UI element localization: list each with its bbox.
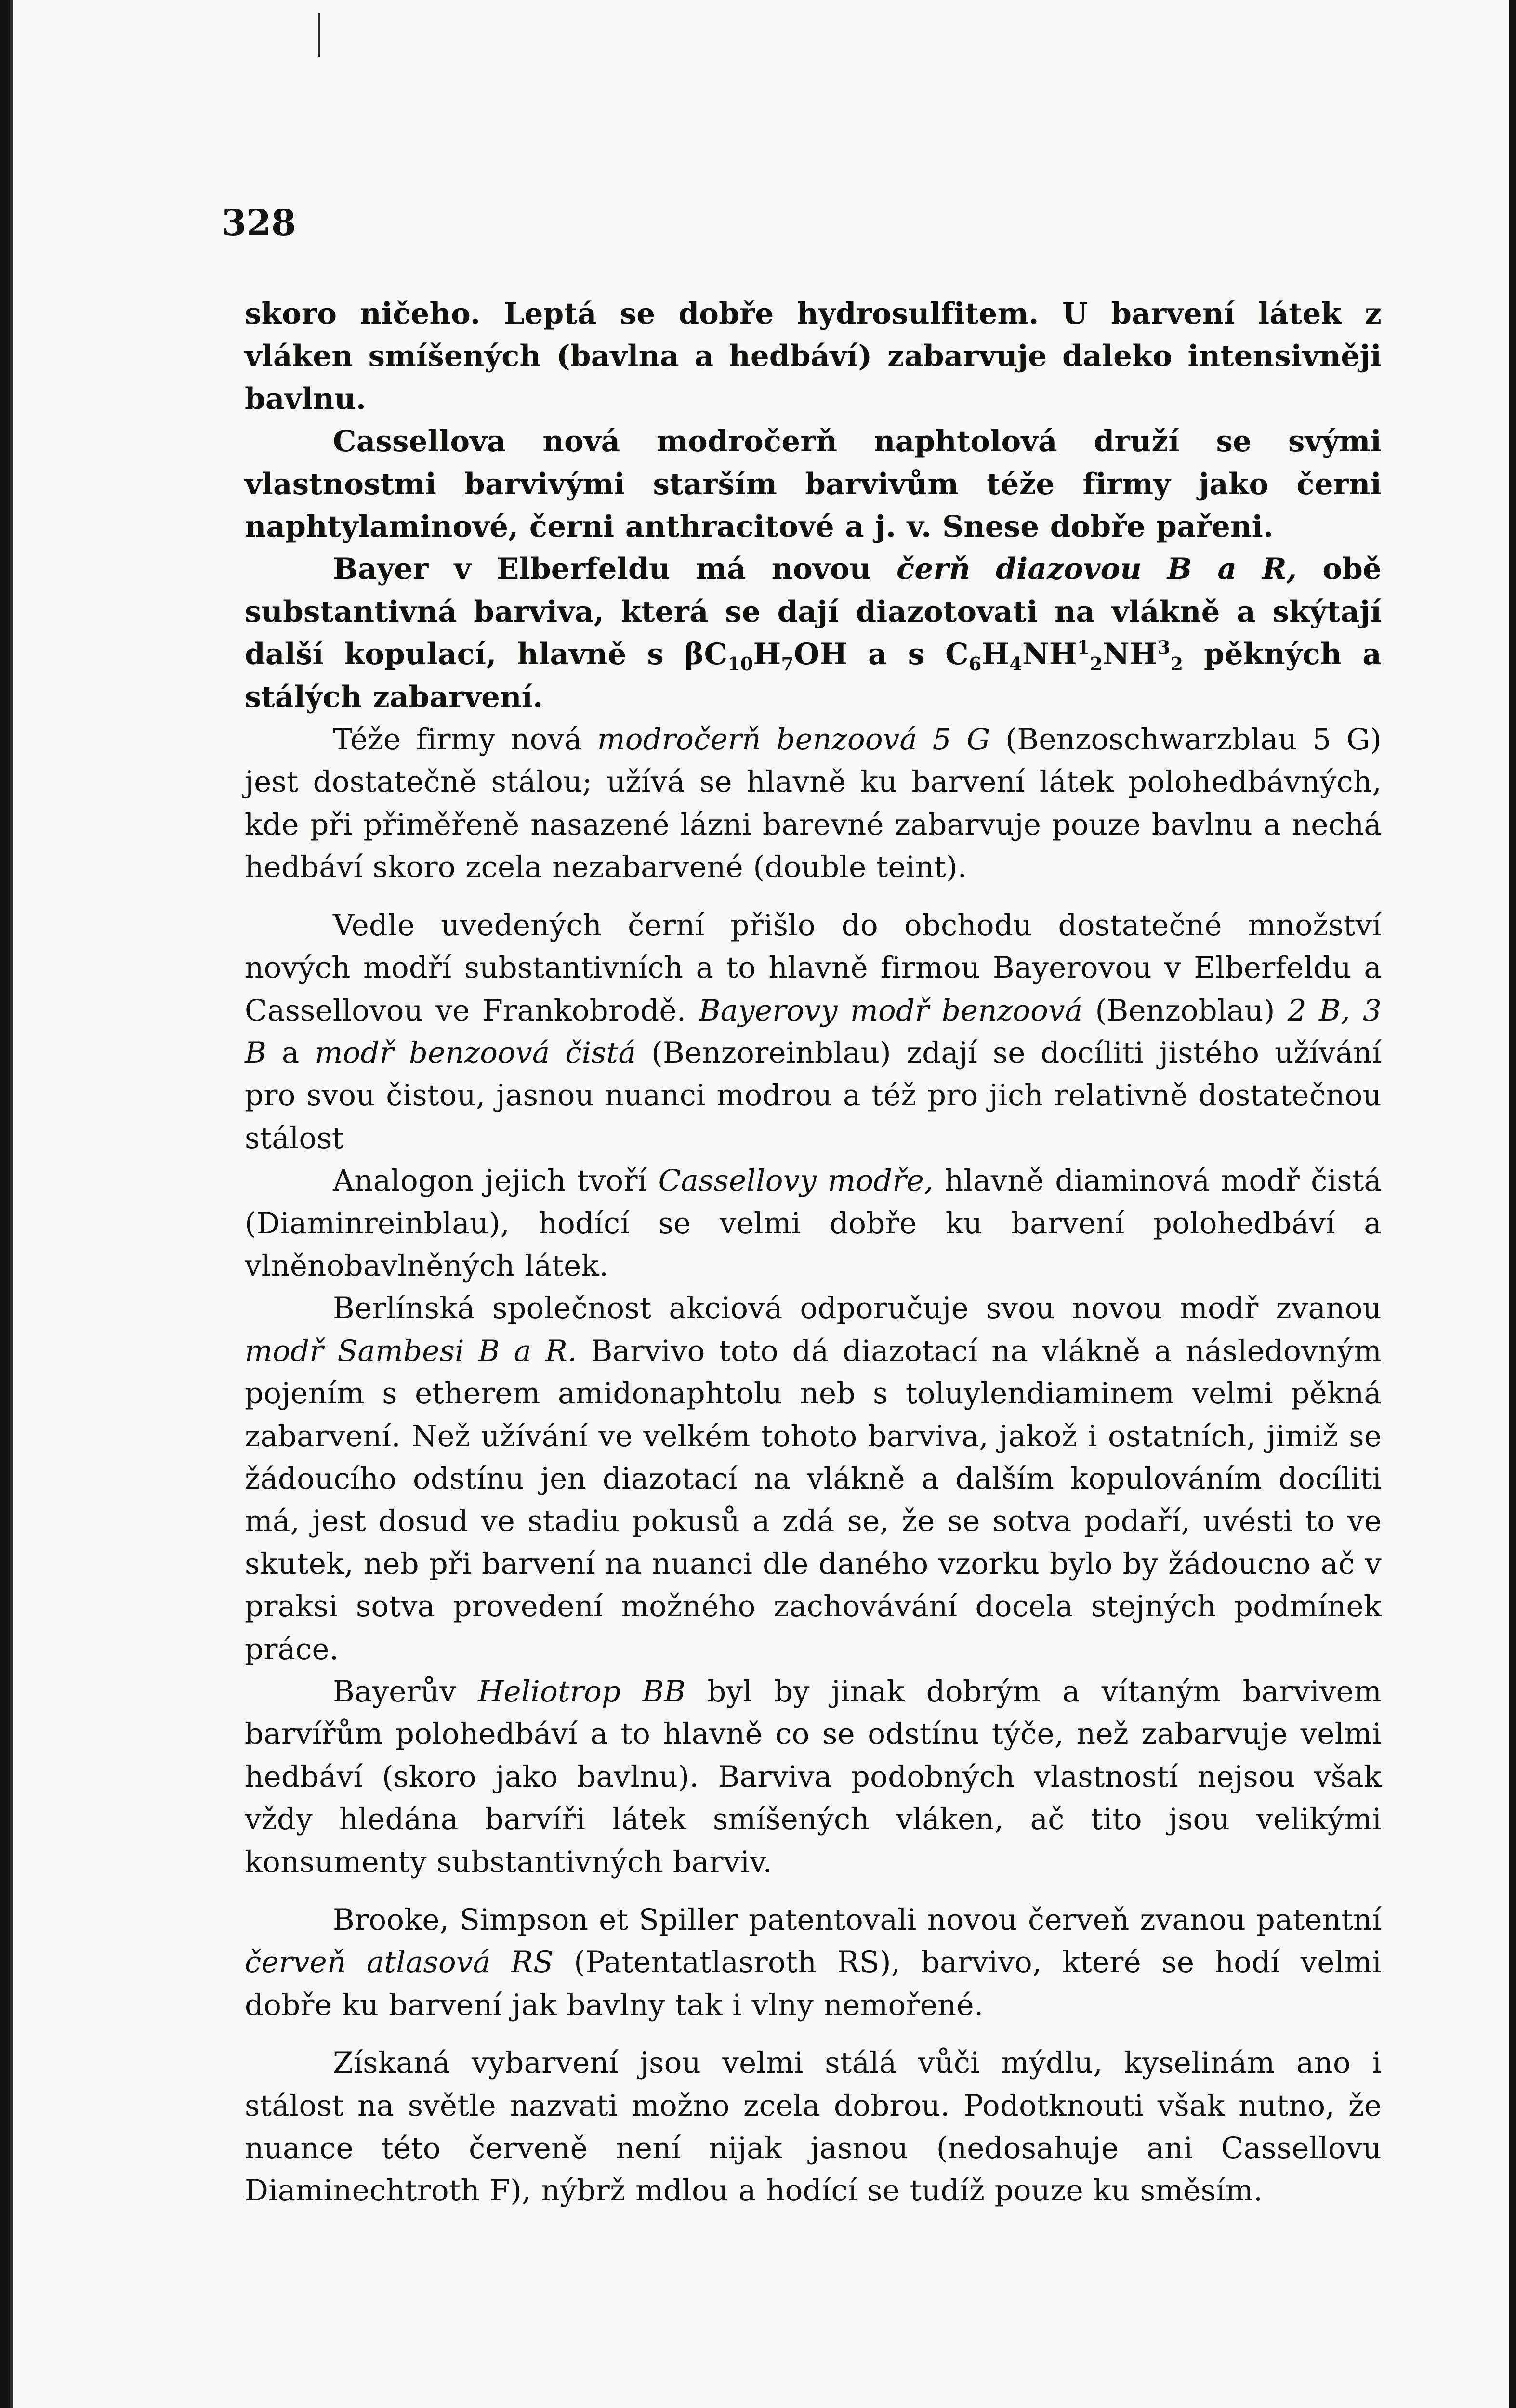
book-page <box>10 0 1509 2408</box>
scan-top-mark <box>318 13 320 57</box>
paragraph-6: Analogon jejich tvoří Cassellovy modře, hlavně diaminová modř čistá (Diaminreinblau), hodící se velmi dobře ku barvení polohedbáví a vlněnobavlněných látek. <box>245 1164 1382 1283</box>
paragraph-5: Vedle uvedených černí přišlo do obchodu dostatečné množství nových modří substantivních a to hlavně firmou Bayerovou v Elberfeldu a Cassellovou ve Frankobrodě. Bayerovy modř benzoová (Benzoblau) 2 B, 3 B a modř benzoová čistá (Benzoreinblau) zdají se docíliti jistého užívání pro svou čistou, jasnou nuanci modrou a též pro jich relativně dostatečnou stálost <box>245 908 1382 1155</box>
paragraph-8: Bayerův Heliotrop BB byl by jinak dobrým a vítaným barvivem barvířům polohedbáví a to hlavně co se odstínu týče, než zabarvuje velmi hedbáví (skoro jako bavlnu). Barviva podobných vlastností nejsou však vždy hledána barvíři látek smíšených vláken, ač tito jsou velikými konsumenty substantivných barviv. <box>245 1675 1382 1879</box>
paragraph-10: Získaná vybarvení jsou velmi stálá vůči mýdlu, kyselinám ano i stálost na světle nazvati možno zcela dobrou. Podotknouti však nutno, že nuance této červeně není nijak jasnou (nedosahuje ani Cassellovu Diaminechtroth F), nýbrž mdlou a hodící se tudíž pouze ku směsím. <box>245 2046 1382 2208</box>
paragraph-3: Bayer v Elberfeldu má novou čerň diazovou B a R, obě substantivná barviva, která se dají diazotovati na vlákně a skýtají další kopulací, hlavně s $\beta C_{10}H_7OH$ a s $C_6H_4NH^1_2NH^3_2$ pěkných a stálých zabarvení. <box>245 552 1382 714</box>
page-number: 328 <box>222 202 296 244</box>
paragraph-2: Cassellova nová modročerň naphtolová druží se svými vlastnostmi barvivými starším barvivům téže firmy jako černi naphtylaminové, černi anthracitové a j. v. Snese dobře pařeni. <box>245 424 1382 544</box>
page-body-text <box>245 293 1382 2212</box>
paragraph-4: Téže firmy nová modročerň benzoová 5 G (Benzoschwarzblau 5 G) jest dostatečně stálou; užívá se hlavně ku barvení látek polohedbávných, kde při přiměřeně nasazené lázni barevné zabarvuje pouze bavlnu a nechá hedbáví skoro zcela nezabarvené (double teint). <box>245 722 1382 885</box>
paragraph-1: skoro ničeho. Leptá se dobře hydrosulfitem. U barvení látek z vláken smíšených (bavlna a hedbáví) zabarvuje daleko intensivněji bavlnu. <box>245 297 1382 416</box>
scan-edge-mark <box>10 0 13 2408</box>
paragraph-7: Berlínská společnost akciová odporučuje svou novou modř zvanou modř Sambesi B a R. Barvivo toto dá diazotací na vlákně a následovným pojením s etherem amidonaphtolu neb s toluylendiaminem velmi pěkná zabarvení. Než užívání ve velkém tohoto barviva, jakož i ostatních, jimiž se žádoucího odstínu jen diazotací na vlákně a dalším kopulováním docíliti má, jest dosud ve stadiu pokusů a zdá se, že se sotva podaří, uvésti to ve skutek, neb při barvení na nuanci dle daného vzorku bylo by žádoucno ač v praksi sotva provedení možného zachovávání docela stejných podmínek práce. <box>245 1291 1382 1666</box>
paragraph-9: Brooke, Simpson et Spiller patentovali novou červeň zvanou patentní červeň atlasová RS (Patentatlasroth RS), barvivo, které se hodí velmi dobře ku barvení jak bavlny tak i vlny nemořené. <box>245 1903 1382 2022</box>
